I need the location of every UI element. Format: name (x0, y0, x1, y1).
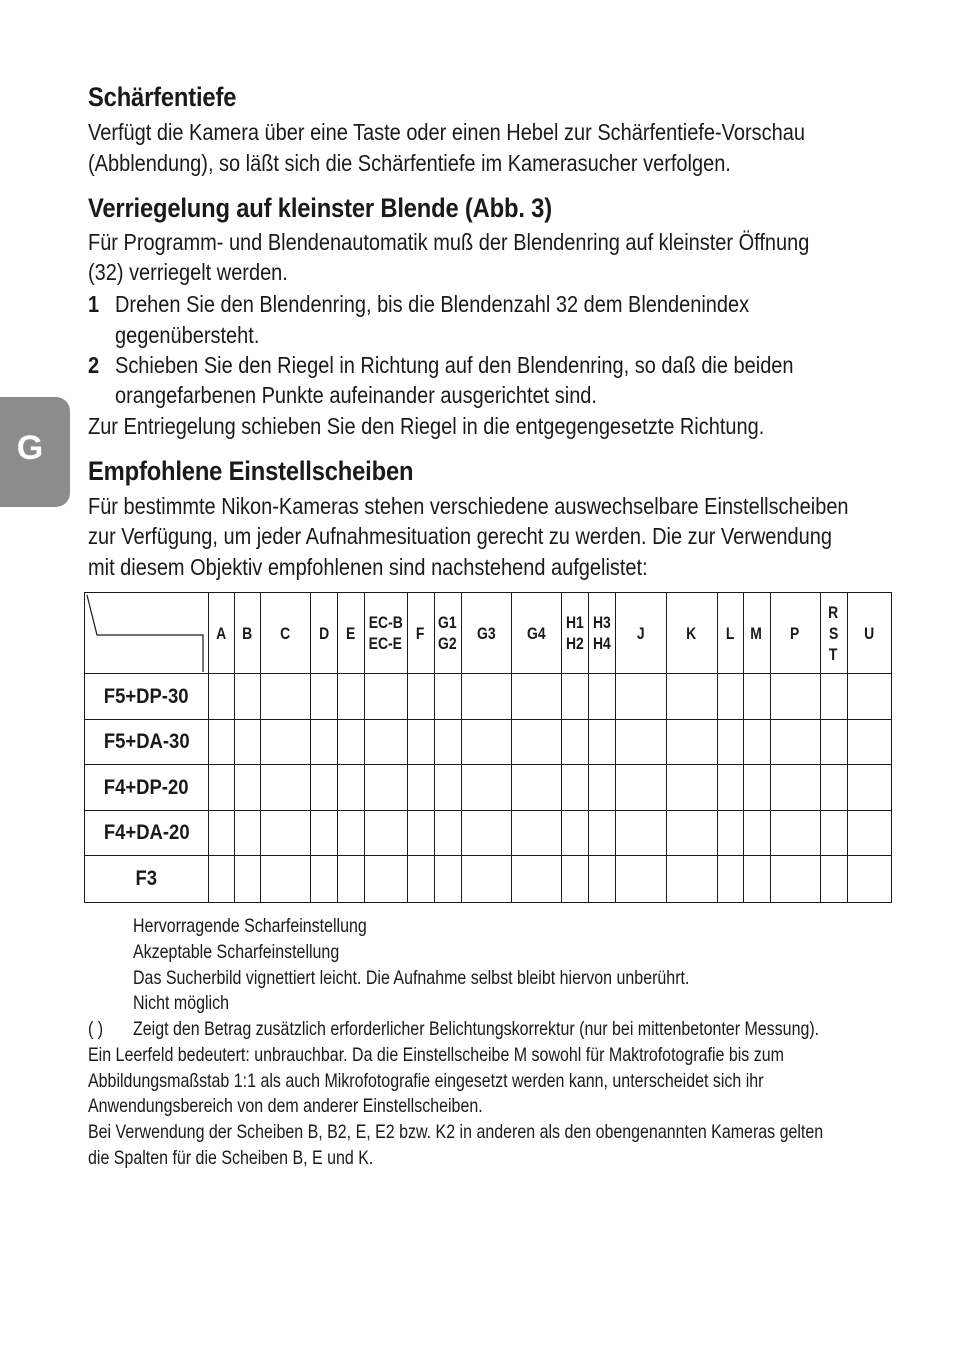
section-title-einstellscheiben: Empfohlene Einstellscheiben (88, 456, 414, 486)
step-2-line-2: orangefarbenen Punkte aufeinander ausgerichtet sind. (115, 382, 597, 408)
paren-note-text: Zeigt den Betrag zusätzlich erforderlicher Belichtungskorrektur (nur bei mittenbetonter Messung). (133, 1018, 820, 1040)
section1-line-2: (Abblendung), so läßt sich die Schärfentiefe im Kamerasucher verfolgen. (88, 150, 731, 176)
language-tab-g (0, 397, 70, 507)
legend-vignetting: Das Sucherbild vignettiert leicht. Die Aufnahme selbst bleibt hiervon unberührt. (133, 967, 690, 989)
col-header-h3-h4: H3 H4 (588, 593, 615, 674)
legend-excellent: Hervorragende Scharfeinstellung (133, 915, 367, 937)
row-label-f3: F3 (85, 856, 209, 903)
diagonal-header-line (85, 593, 209, 674)
step-1-line-1: Drehen Sie den Blendenring, bis die Blendenzahl 32 dem Blendenindex (115, 291, 750, 317)
col-header-ec: EC-B EC-E (365, 593, 408, 674)
col-header-u: U (847, 593, 891, 674)
col-header-h1-h2: H1 H2 (561, 593, 588, 674)
row-label-f4-dp20: F4+DP-20 (85, 765, 209, 811)
col-header-g3: G3 (461, 593, 511, 674)
col-header-e: E (338, 593, 365, 674)
col-header-l: L (717, 593, 743, 674)
section-title-verriegelung: Verriegelung auf kleinster Blende (Abb. 3) (88, 193, 552, 223)
table-row (85, 811, 892, 856)
step-2-number: 2 (88, 352, 100, 378)
col-header-k: K (666, 593, 717, 674)
step-1-line-2: gegenübersteht. (115, 322, 260, 348)
table-corner-cell (85, 593, 209, 674)
footnote-line-5: die Spalten für die Scheiben B, E und K. (88, 1147, 374, 1169)
col-header-rst: R S T (820, 593, 847, 674)
section1-line-1: Verfügt die Kamera über eine Taste oder einen Hebel zur Schärfentiefe-Vorschau (88, 119, 805, 145)
section2-intro-line-2: (32) verriegelt werden. (88, 259, 288, 285)
section2-intro-line-1: Für Programm- und Blendenautomatik muß der Blendenring auf kleinster Öffnung (88, 229, 810, 255)
section3-line-1: Für bestimmte Nikon-Kameras stehen verschiedene auswechselbare Einstellscheiben (88, 493, 849, 519)
table-row (85, 720, 892, 765)
col-header-a: A (209, 593, 235, 674)
section-title-schaerfentiefe: Schärfentiefe (88, 82, 237, 112)
col-header-j: J (615, 593, 666, 674)
col-header-c: C (261, 593, 311, 674)
step-2-line-1: Schieben Sie den Riegel in Richtung auf den Blendenring, so daß die beiden (115, 352, 794, 378)
focusing-screen-table (84, 592, 892, 903)
legend-not-possible: Nicht möglich (133, 992, 229, 1014)
col-header-g4: G4 (511, 593, 561, 674)
col-header-m: M (743, 593, 770, 674)
section2-outro: Zur Entriegelung schieben Sie den Riegel in die entgegengesetzte Richtung. (88, 413, 765, 439)
footnote-line-2: Abbildungsmaßstab 1:1 als auch Mikrofotografie eingesetzt werden kann, unterscheidet sich ihr (88, 1070, 764, 1092)
footnote-line-3: Anwendungsbereich von dem anderer Einstellscheiben. (88, 1095, 483, 1117)
legend-acceptable: Akzeptable Scharfeinstellung (133, 941, 340, 963)
section3-line-2: zur Verfügung, um jeder Aufnahmesituation gerecht zu werden. Die zur Verwendung (88, 523, 832, 549)
col-header-g1-g2: G1 G2 (434, 593, 461, 674)
col-header-f: F (407, 593, 434, 674)
col-header-d: D (311, 593, 338, 674)
table-row (85, 765, 892, 811)
row-label-f4-da20: F4+DA-20 (85, 811, 209, 856)
table-row (85, 674, 892, 720)
language-tab-label: G (16, 429, 44, 467)
row-label-f5-da30: F5+DA-30 (85, 720, 209, 765)
paren-symbol: ( ) (88, 1018, 104, 1040)
col-header-b: B (235, 593, 261, 674)
row-label-f5-dp30: F5+DP-30 (85, 674, 209, 720)
col-header-p: P (770, 593, 820, 674)
step-1-number: 1 (88, 291, 100, 317)
table-row (85, 856, 892, 903)
footnote-line-1: Ein Leerfeld bedeutert: unbrauchbar. Da die Einstellscheibe M sowohl für Maktrofotografie bis zum (88, 1044, 784, 1066)
section3-line-3: mit diesem Objektiv empfohlenen sind nachstehend aufgelistet: (88, 554, 648, 580)
footnote-line-4: Bei Verwendung der Scheiben B, B2, E, E2 bzw. K2 in anderen als den obengenannten Kameras gelten (88, 1121, 824, 1143)
